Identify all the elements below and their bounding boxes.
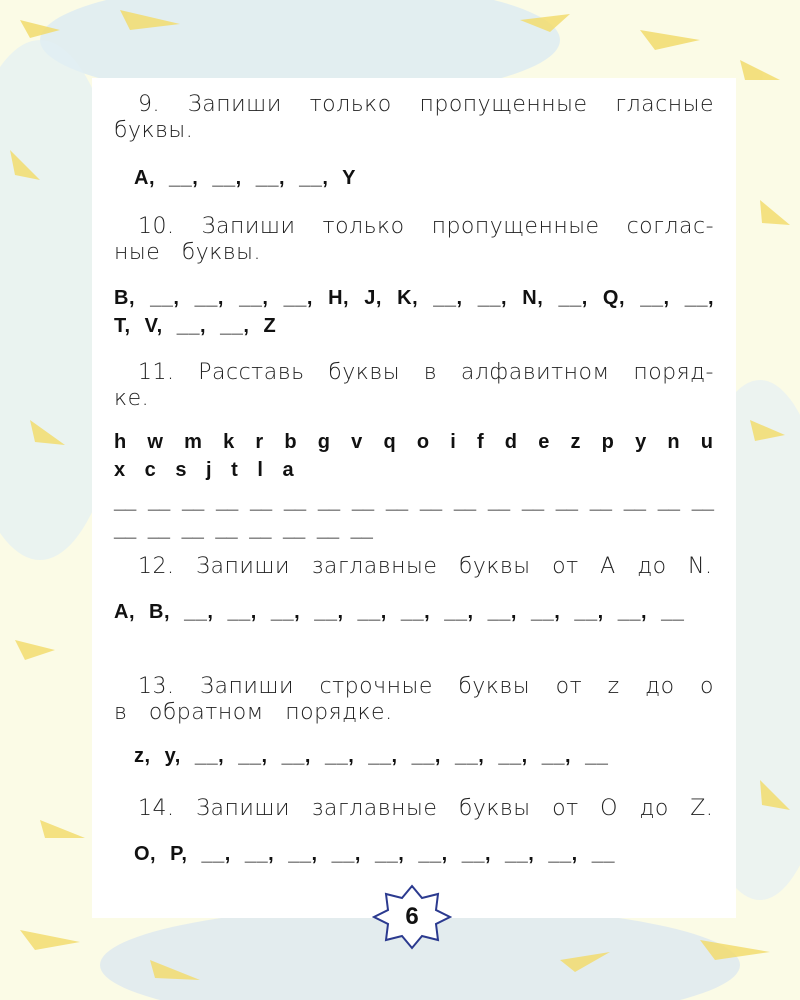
answer-line: z, y, __, __, __, __, __, __, __, __, __, __ xyxy=(134,745,609,767)
answer-blanks: __ __ __ __ __ __ __ __ __ __ __ __ __ __ __ __ __ __ __ __ __ __ __ __ __ __ xyxy=(114,491,714,541)
letters-to-sort: h w m k r b g v q o i f d e z p y n u x c s j t l a xyxy=(114,431,714,481)
answer-line: O, P, __, __, __, __, __, __, __, __, __, __ xyxy=(134,843,616,865)
task-prompt: Запиши только пропущенные соглас-ные буквы. xyxy=(114,214,715,265)
task-number: 11. xyxy=(138,360,175,385)
answer-line: A, __, __, __, __, Y xyxy=(134,167,356,189)
answer-line: A, B, __, __, __, __, __, __, __, __, __, __, __, __ xyxy=(114,601,685,623)
answer-line: B, __, __, __, __, H, J, K, __, __, N, __, Q, __, __, T, V, __, __, Z xyxy=(114,287,714,337)
task-9 xyxy=(114,92,714,192)
task-12 xyxy=(114,554,714,626)
task-prompt: Запиши только пропущенные гласные буквы. xyxy=(114,92,714,143)
page-number: 6 xyxy=(405,903,419,930)
task-number: 10. xyxy=(138,214,175,239)
task-13 xyxy=(114,674,714,770)
task-prompt: Запиши строчные буквы от z до o в обратном порядке. xyxy=(114,674,714,725)
task-11 xyxy=(114,360,714,544)
task-number: 13. xyxy=(138,674,175,699)
task-number: 12. xyxy=(138,554,175,579)
task-prompt: Запиши заглавные буквы от A до N. xyxy=(196,554,713,579)
worksheet-page xyxy=(92,78,736,918)
task-number: 14. xyxy=(138,796,175,821)
task-number: 9. xyxy=(138,92,160,117)
task-10 xyxy=(114,214,714,340)
task-14 xyxy=(114,796,714,868)
task-prompt: Запиши заглавные буквы от O до Z. xyxy=(196,796,714,821)
task-prompt: Расставь буквы в алфавитном поряд-ке. xyxy=(114,360,714,411)
